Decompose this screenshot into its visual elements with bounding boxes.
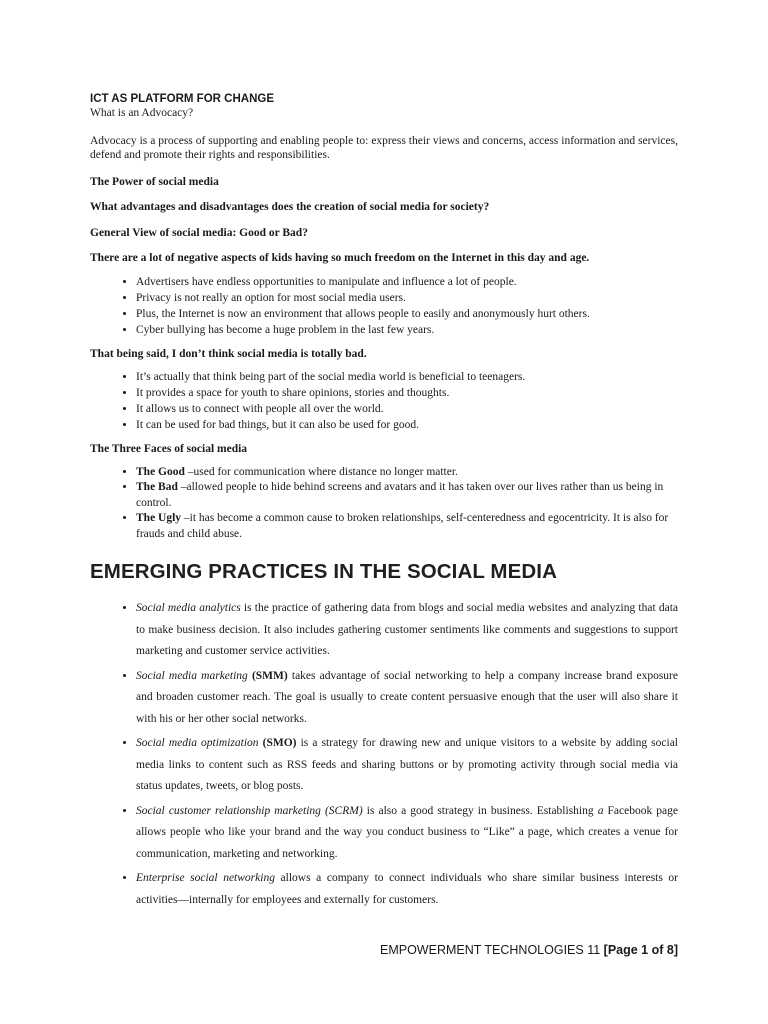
advantages-question: What advantages and disadvantages does the creation of social media for society?: [90, 201, 490, 213]
faces-list: [90, 465, 678, 543]
practice-text: is also a good strategy in business. Establishing: [362, 804, 598, 817]
list-item: • It allows us to connect with people all over the world.: [136, 401, 678, 417]
face-label: The Ugly: [136, 512, 182, 524]
advocacy-question: What is an Advocacy?: [90, 107, 194, 119]
list-item: [136, 465, 678, 481]
practice-text: takes advantage of social networking to help a company increase brand exposure and broaden customer reach. The goal is usually to create content persuasive enough that the user will also share it with his or her other social networks.: [136, 669, 678, 725]
document-page: [90, 92, 678, 914]
face-label: The Good: [136, 465, 185, 478]
practice-text: is a strategy for drawing new and unique visitors to a website by adding social media links to content such as RSS feeds and sharing buttons or by promoting activity through social media via status updates, tweets, or blog posts.: [136, 737, 678, 792]
practice-text: Facebook page allows people who like your brand and the way you conduct business to “Like” a page, which creates a venue for communication, marketing and networking.: [136, 804, 679, 860]
list-item: • Plus, the Internet is now an environment that allows people to easily and anonymously hurt others.: [136, 306, 678, 322]
list-item: • It’s actually that think being part of the social media world is beneficial to teenagers.: [136, 369, 678, 385]
list-item: [136, 666, 678, 731]
page-footer: [380, 943, 678, 957]
practice-text: allows a company to connect individuals who share similar business interests or activities—internally for employees and externally for customers.: [136, 872, 679, 906]
practice-abbr: (SMM): [247, 669, 288, 682]
face-text: –it has become a common cause to broken relationships, self-centeredness and egocentricity. It is also for frauds and child abuse.: [136, 512, 669, 540]
footer-open-bracket: [: [603, 943, 608, 957]
list-item: [136, 801, 678, 866]
footer-close-bracket: ]: [673, 943, 678, 957]
practice-term: Enterprise social networking: [136, 872, 275, 884]
list-item: • Privacy is not really an option for most social media users.: [136, 290, 678, 306]
practice-term: Social media analytics: [136, 602, 241, 614]
practice-abbr: (SMO): [258, 737, 297, 749]
practice-term: Social media optimization: [136, 737, 259, 749]
face-label: The Bad: [136, 481, 178, 493]
face-text: –allowed people to hide behind screens and avatars and it has taken over our lives rather than us being in control.: [136, 481, 664, 509]
list-item: [136, 868, 678, 911]
faces-heading: The Three Faces of social media: [90, 443, 248, 455]
footer-page-number: Page 1 of 8: [607, 943, 674, 957]
general-view-heading: General View of social media: Good or Bad?: [90, 226, 308, 239]
negative-heading: There are a lot of negative aspects of kids having so much freedom on the Internet in this day and age.: [90, 252, 590, 264]
positive-list: [90, 369, 678, 433]
list-item: [136, 480, 678, 511]
power-heading: The Power of social media: [90, 175, 219, 188]
advocacy-definition: Advocacy is a process of supporting and enabling people to: express their views and concerns, access information and services, defend and promote their rights and responsibilities.: [90, 134, 678, 161]
emerging-practices-heading: EMERGING PRACTICES IN THE SOCIAL MEDIA: [90, 560, 557, 583]
document-title: ICT AS PLATFORM FOR CHANGE: [90, 93, 274, 105]
practice-term: Social customer relationship marketing (SCRM): [136, 804, 363, 817]
footer-course: EMPOWERMENT TECHNOLOGIES 11: [380, 943, 604, 957]
list-item: • It can be used for bad things, but it can also be used for good.: [136, 417, 678, 433]
practices-list: [90, 598, 678, 911]
practice-article: a: [597, 804, 604, 817]
practice-text: is the practice of gathering data from blogs and social media websites and analyzing that data to make business decision. It also includes gathering customer sentiments like comments and suggestions to support marketing and customer service activities.: [136, 602, 678, 657]
face-text: –used for communication where distance no longer matter.: [184, 465, 458, 478]
list-item: [136, 598, 678, 663]
list-item: • Advertisers have endless opportunities to manipulate and influence a lot of people.: [136, 274, 678, 290]
list-item: [136, 733, 678, 798]
negative-list: [90, 274, 678, 338]
list-item: • It provides a space for youth to share opinions, stories and thoughts.: [136, 385, 678, 401]
list-item: • Cyber bullying has become a huge problem in the last few years.: [136, 322, 678, 338]
practice-term: Social media marketing: [136, 669, 248, 682]
positive-heading: That being said, I don’t think social media is totally bad.: [90, 347, 367, 360]
list-item: [136, 511, 678, 542]
